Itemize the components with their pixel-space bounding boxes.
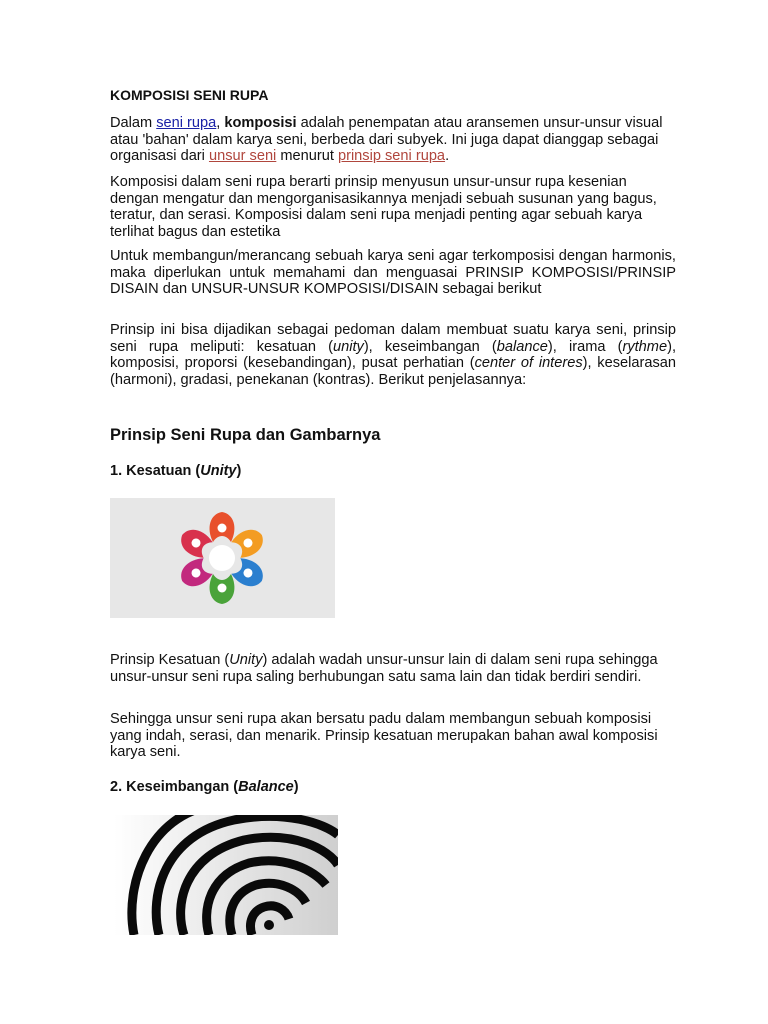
section-heading: Prinsip Seni Rupa dan Gambarnya <box>110 426 381 444</box>
link-unsur-seni[interactable]: unsur seni <box>208 148 277 165</box>
paragraph-intro: Dalam seni rupa, komposisi adalah penempatan atau aransemen unsur-unsur visual atau 'bahan' dalam karya seni, berbeda dari subyek. Ini juga dapat dianggap sebagai organisasi dari unsur seni menurut prinsip seni rupa. <box>110 115 663 165</box>
link-prinsip-seni-rupa[interactable]: prinsip seni rupa <box>337 148 446 165</box>
subheading-kesatuan: 1. Kesatuan (Unity) <box>110 463 242 479</box>
link-seni-rupa[interactable]: seni rupa <box>156 115 217 131</box>
unity-image <box>110 498 335 618</box>
balance-image <box>114 815 338 935</box>
paragraph-membangun: Untuk membangun/merancang sebuah karya seni agar terkomposisi dengan harmonis, maka diperlukan untuk memahami dan menguasai PRINSIP KOMPOSISI/PRINSIP DISAIN dan UNSUR-UNSUR KOMPOSISI/DISAIN sebagai berikut <box>110 248 676 298</box>
unity-figures-illustration <box>110 498 335 618</box>
black-white-spiral-illustration <box>114 815 338 935</box>
subheading-keseimbangan: 2. Keseimbangan (Balance) <box>110 779 299 795</box>
document-title: KOMPOSISI SENI RUPA <box>110 87 269 103</box>
paragraph-kesatuan-1: Prinsip Kesatuan (Unity) adalah wadah unsur-unsur lain di dalam seni rupa sehingga unsur-unsur seni rupa saling berhubungan satu sama lain dan tidak berdiri sendiri. <box>110 652 658 685</box>
paragraph-komposisi: Komposisi dalam seni rupa berarti prinsip menyusun unsur-unsur rupa kesenian dengan mengatur dan mengorganisasikannya menjadi sebuah susunan yang bagus, teratur, dan serasi. Komposisi dalam seni rupa menjadi penting agar sebuah karya terlihat bagus dan estetika <box>110 174 657 240</box>
paragraph-prinsip: Prinsip ini bisa dijadikan sebagai pedoman dalam membuat suatu karya seni, prinsip seni rupa meliputi: kesatuan (unity), keseimbangan (balance), irama (rythme), komposisi, proporsi (kesebandingan), pusat perhatian (center of interes), keselarasan (harmoni), gradasi, penekanan (kontras). Berikut penjelasannya: <box>110 322 676 388</box>
paragraph-kesatuan-2: Sehingga unsur seni rupa akan bersatu padu dalam membangun sebuah komposisi yang indah, serasi, dan menarik. Prinsip kesatuan merupakan bahan awal komposisi karya seni. <box>110 711 658 761</box>
